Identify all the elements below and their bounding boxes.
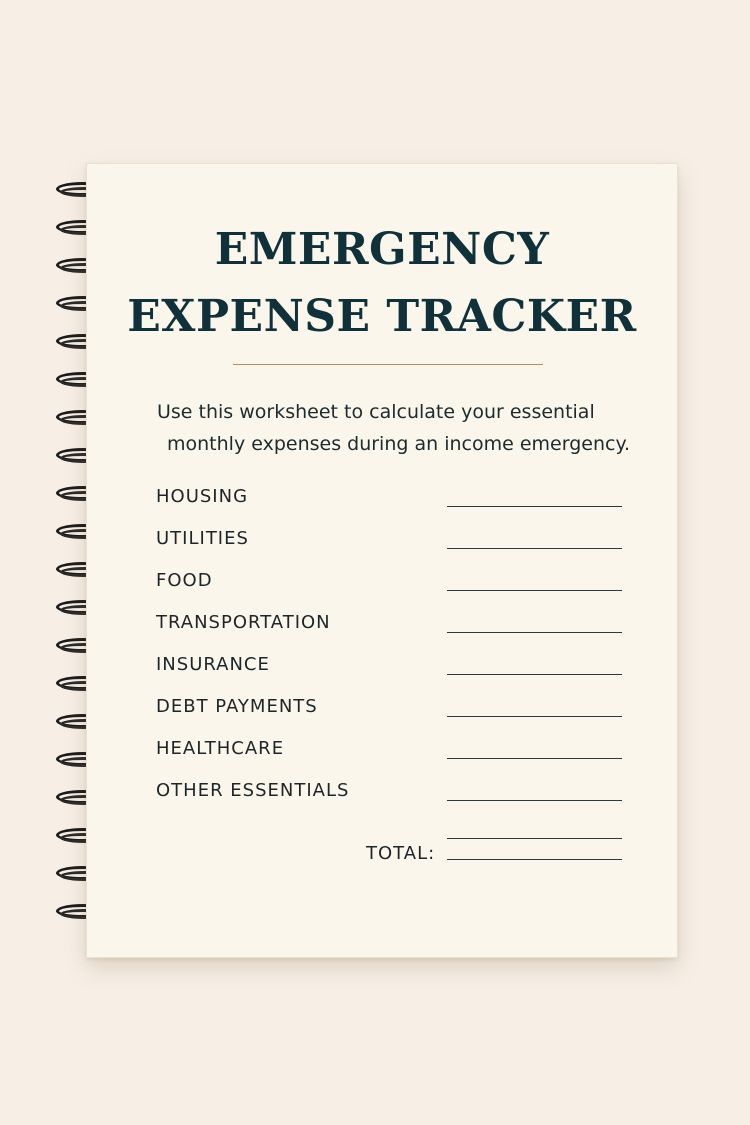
expense-label: UTILITIES (156, 528, 249, 549)
page-title-line-1: EMERGENCY (214, 224, 550, 275)
expense-row-food (156, 569, 626, 599)
total-entry-line[interactable] (447, 859, 622, 860)
total-label: TOTAL: (366, 843, 436, 864)
notebook-page (86, 163, 678, 958)
expense-label: INSURANCE (156, 654, 270, 675)
intro-text (157, 396, 657, 460)
expense-label: OTHER ESSENTIALS (156, 780, 350, 801)
expense-row-transportation (156, 611, 626, 641)
expense-entry-line[interactable] (447, 674, 622, 675)
title-divider (233, 364, 543, 365)
page-title-line-2: EXPENSE TRACKER (127, 291, 637, 342)
expense-entry-line[interactable] (447, 590, 622, 591)
intro-line-2: monthly expenses during an income emergency. (167, 433, 631, 455)
expense-row-healthcare (156, 737, 626, 767)
expense-entry-line[interactable] (447, 632, 622, 633)
expense-label: HEALTHCARE (156, 738, 285, 759)
expense-label: DEBT PAYMENTS (156, 696, 318, 717)
expense-row-utilities (156, 527, 626, 557)
expense-label: FOOD (156, 570, 213, 591)
expense-row-insurance (156, 653, 626, 683)
expense-row-housing (156, 485, 626, 515)
expense-entry-line[interactable] (447, 800, 622, 801)
expense-entry-line[interactable] (447, 758, 622, 759)
total-upper-line (447, 838, 622, 839)
intro-line-1: Use this worksheet to calculate your essential (157, 401, 595, 423)
expense-label: TRANSPORTATION (156, 612, 331, 633)
expense-entry-line[interactable] (447, 716, 622, 717)
expense-row-other-essentials (156, 779, 626, 809)
expense-entry-line[interactable] (447, 548, 622, 549)
expense-row-debt-payments (156, 695, 626, 725)
expense-entry-line[interactable] (447, 506, 622, 507)
expense-label: HOUSING (156, 486, 249, 507)
